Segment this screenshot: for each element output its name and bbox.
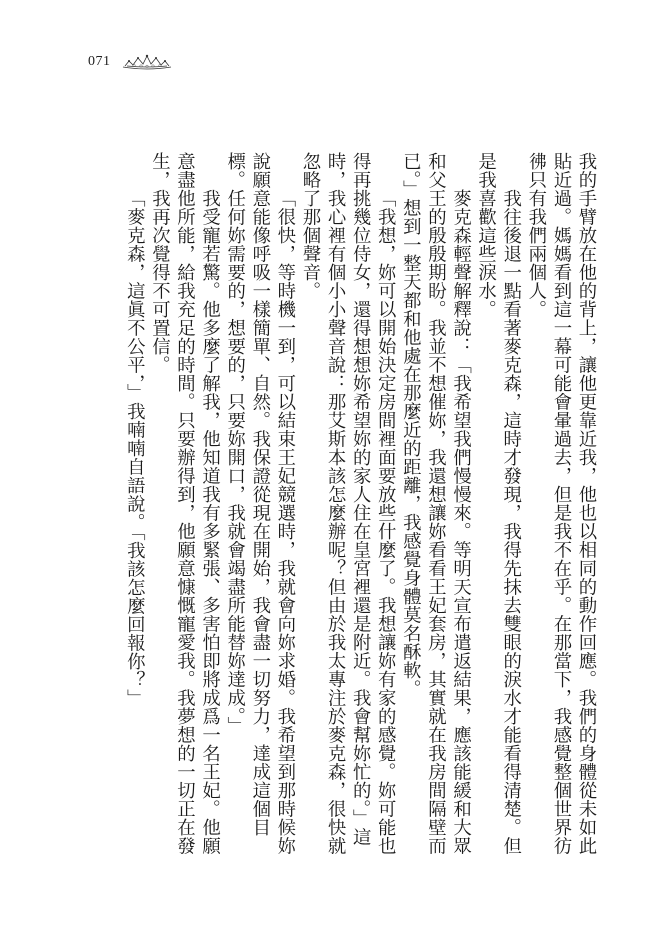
page-header	[88, 54, 173, 70]
paragraph-6: 我受寵若驚。他多麼了解我，他知道我有多緊張、多害怕即將成爲一名王妃。他願意盡他所能，給我充足的時間。只要辦得到，他願意慷慨寵愛我。我夢想的一切正在發生，我再次覺得不可置信。	[149, 152, 221, 855]
paragraph-5: 「很快，等時機一到，可以結束王妃競選時，我就會向妳求婚。我希望到那時候妳說願意能像呼吸一樣簡單、自然。我保證從現在開始，我會盡一切努力，達成這個目標。任何妳需要的，想要的，只要妳開口，我就會竭盡所能替妳達成。」	[224, 152, 296, 855]
paragraph-3: 麥克森輕聲解釋說：「我希望我們慢慢來。等明天宣布遣返結果，應該能緩和大眾和父王的殷殷期盼。我並不想催妳，我還想讓妳看看王妃套房，其實就在我房間隔壁而已。」想到一整天都和他處在那麼近的距離，我感覺身體莫名酥軟。	[400, 152, 472, 855]
paragraph-2: 我往後退一點看著麥克森，這時才發現，我得先抹去雙眼的淚水才能看得清楚。但是我喜歡這些淚水。	[475, 152, 522, 855]
vertical-text-body	[59, 152, 599, 872]
crown-icon	[121, 54, 173, 70]
paragraph-7: 「麥克森，這眞不公平，」我喃喃自語說。「我該怎麼回報你？」	[124, 188, 146, 707]
paragraph-4: 「我想，妳可以開始決定房間裡面要放些什麼了。我想讓妳有家的感覺。妳可能也得再挑幾位侍女，還得想想妳希望妳的家人住在皇宮裡還是附近。我會幫妳忙的。」這時，我心裡有個小小聲音說：那艾斯本該怎麼辦呢？但由於我太專注於麥克森，很快就忽略了那個聲音。	[299, 152, 397, 855]
page-number: 071	[88, 54, 111, 69]
paragraph-1: 我的手臂放在他的背上，讓他更靠近我，他也以相同的動作回應。我們的身體從未如此貼近過。媽媽看到這一幕可能會暈過去，但是我不在乎。在那當下，我感覺整個世界彷彿只有我們兩個人。	[525, 152, 597, 855]
